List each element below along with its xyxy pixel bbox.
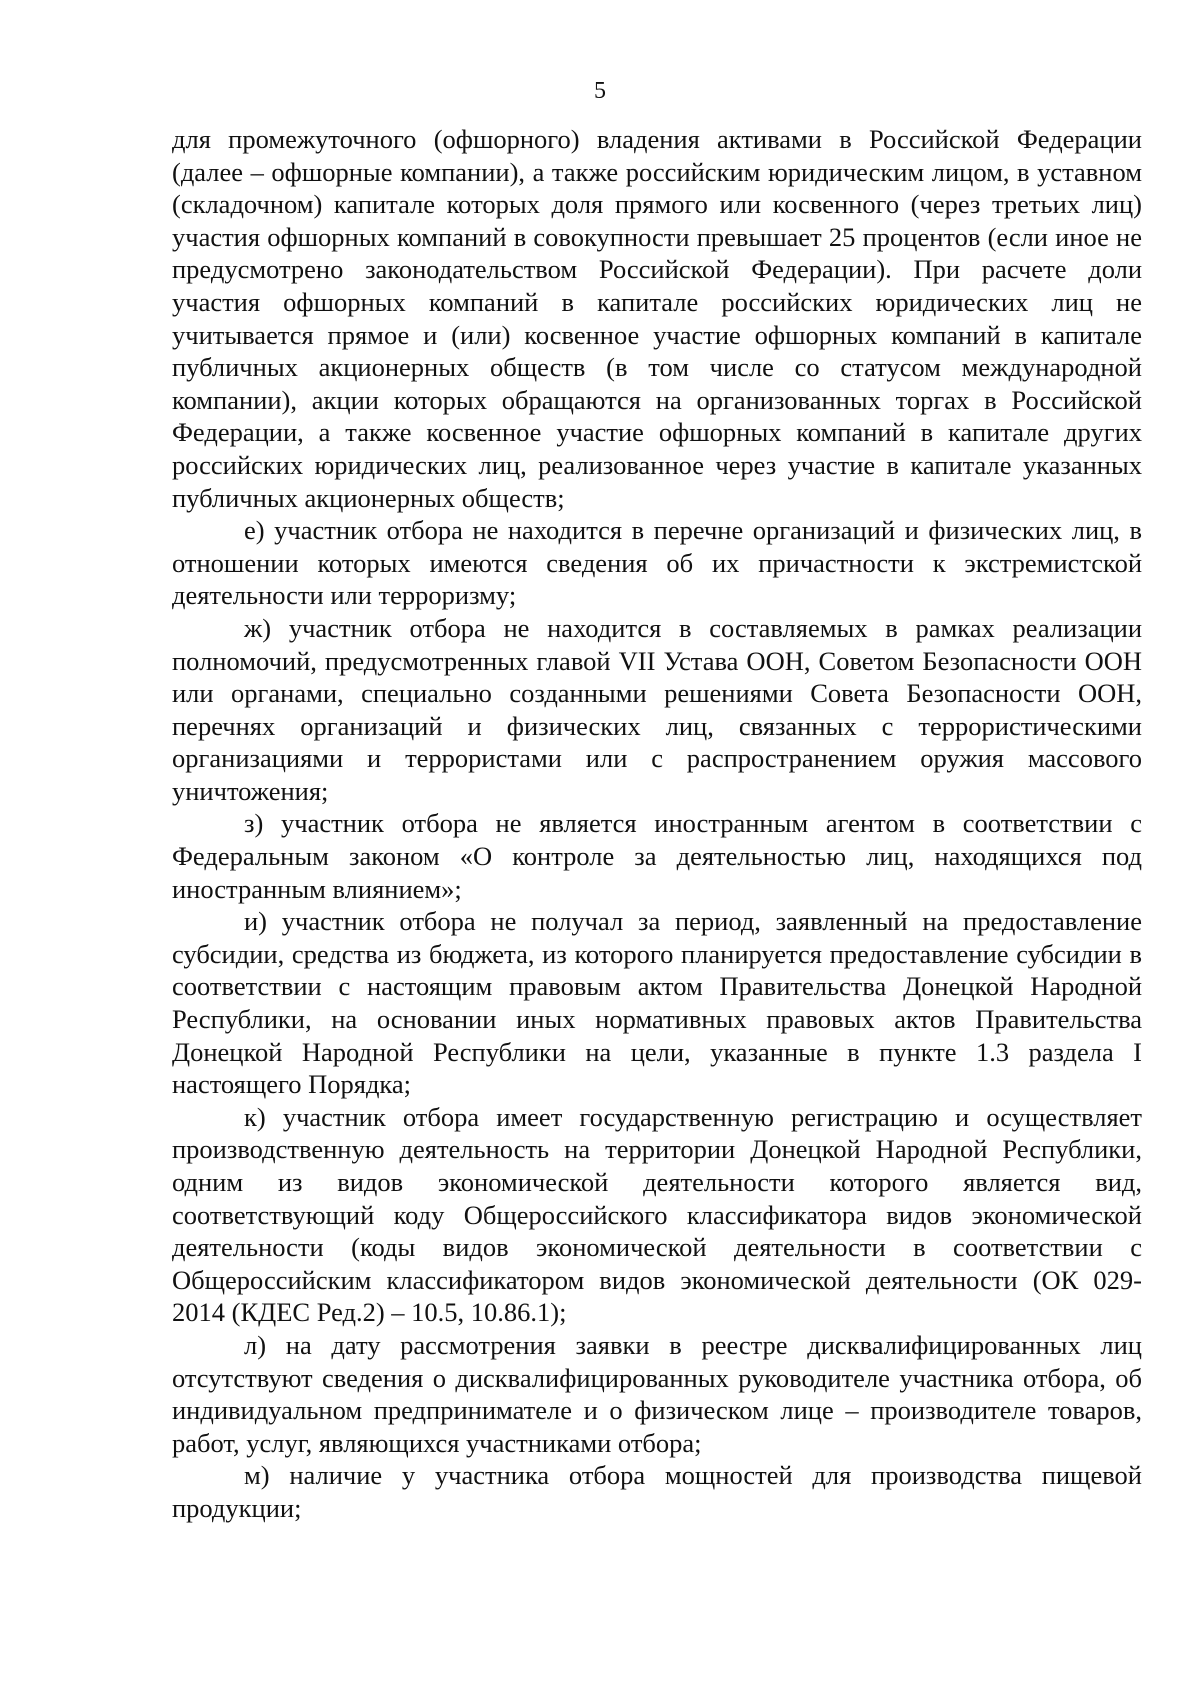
paragraph-item-e: е) участник отбора не находится в перечне организаций и физических лиц, в отношении которых имеются сведения об их причастности к экстремистской деятельности или терроризму; (172, 515, 1142, 611)
paragraph-item-m: м) наличие у участника отбора мощностей для производства пищевой продукции; (172, 1460, 1142, 1523)
page-number: 5 (594, 78, 606, 104)
paragraph-item-l: л) на дату рассмотрения заявки в реестре дисквалифицированных лиц отсутствуют сведения о дисквалифицированных руководителе участника отбора, об индивидуальном предпринимателе и о физическом лице – производителе товаров, работ, услуг, являющихся участниками отбора; (172, 1329, 1142, 1458)
document-body (172, 123, 1142, 1525)
paragraph-continuation: для промежуточного (офшорного) владения активами в Российской Федерации (далее – офшорные компании), а также российским юридическим лицом, в уставном (складочном) капитале которых доля прямого или косвенного (через третьих лиц) участия офшорных компаний в совокупности превышает 25 процентов (если иное не предусмотрено законодательством Российской Федерации). При расчете доли участия офшорных компаний в капитале российских юридических лиц не учитывается прямое и (или) косвенное участие офшорных компаний в капитале публичных акционерных обществ (в том числе со статусом международной компании), акции которых обращаются на организованных торгах в Российской Федерации, а также косвенное участие офшорных компаний в капитале других российских юридических лиц, реализованное через участие в капитале указанных публичных акционерных обществ; (172, 124, 1142, 513)
paragraph-item-z: з) участник отбора не является иностранным агентом в соответствии с Федеральным законом «О контроле за деятельностью лиц, находящихся под иностранным влиянием»; (172, 808, 1142, 904)
paragraph-item-i: и) участник отбора не получал за период, заявленный на предоставление субсидии, средства из бюджета, из которого планируется предоставление субсидии в соответствии с настоящим правовым актом Правительства Донецкой Народной Республики, на основании иных нормативных правовых актов Правительства Донецкой Народной Республики на цели, указанные в пункте 1.3 раздела I настоящего Порядка; (172, 906, 1142, 1100)
paragraph-item-zh: ж) участник отбора не находится в составляемых в рамках реализации полномочий, предусмотренных главой VII Устава ООН, Советом Безопасности ООН или органами, специально созданными решениями Совета Безопасности ООН, перечнях организаций и физических лиц, связанных с террористическими организациями и террористами или с распространением оружия массового уничтожения; (172, 612, 1142, 806)
paragraph-item-k: к) участник отбора имеет государственную регистрацию и осуществляет производственную деятельность на территории Донецкой Народной Республики, одним из видов экономической деятельности которого является вид, соответствующий коду Общероссийского классификатора видов экономической деятельности (коды видов экономической деятельности в соответствии с Общероссийским классификатором видов экономической деятельности (ОК 029-2014 (КДЕС Ред.2) – 10.5, 10.86.1); (172, 1101, 1142, 1328)
